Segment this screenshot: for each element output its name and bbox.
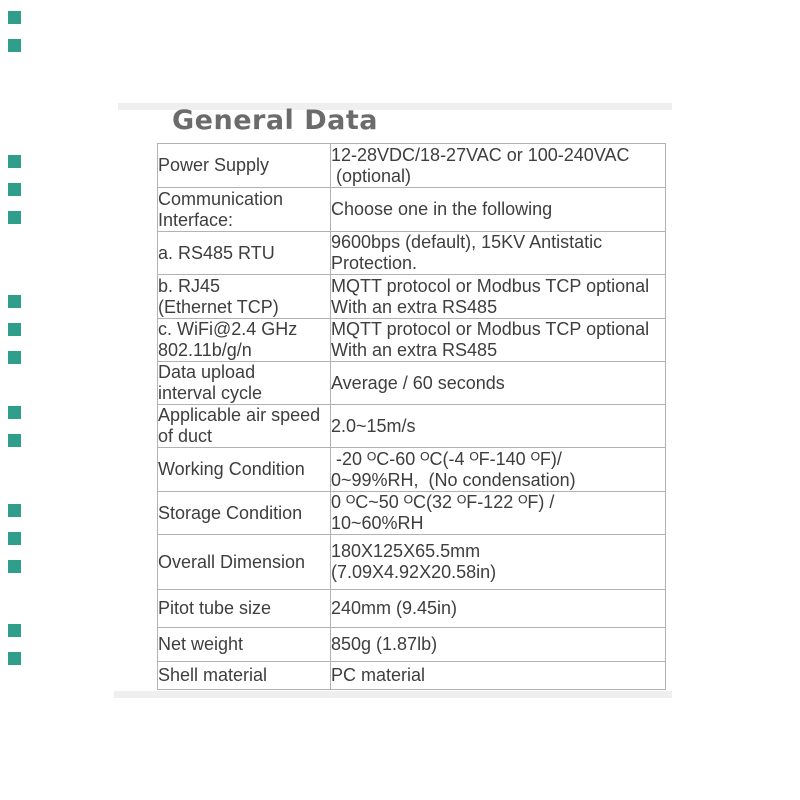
- section-title: General Data: [172, 105, 378, 136]
- spec-value-cell: [331, 405, 666, 448]
- spec-row: [158, 232, 666, 275]
- spec-label-line: Working Condition: [158, 459, 305, 479]
- spec-label-line: Data upload: [158, 362, 256, 382]
- spec-value-line: Choose one in the following: [331, 199, 553, 219]
- spec-label-line: Interface:: [158, 209, 234, 230]
- spec-label-line: Power Supply: [158, 155, 270, 175]
- teal-marker-square: [8, 504, 21, 517]
- spec-value-cell: [331, 628, 666, 662]
- page-edge-strip-bottom: [114, 691, 672, 698]
- spec-row: [158, 405, 666, 448]
- spec-value-cell: [331, 492, 666, 535]
- teal-marker-square: [8, 211, 21, 224]
- spec-label-cell: [158, 448, 331, 492]
- spec-label-cell: [158, 662, 331, 690]
- spec-value-line: 12-28VDC/18-27VAC or 100-240VAC: [331, 144, 630, 165]
- spec-label-line: Pitot tube size: [158, 598, 272, 618]
- spec-label-line: Overall Dimension: [158, 551, 306, 572]
- teal-marker-square: [8, 434, 21, 447]
- spec-label-line: Communication: [158, 188, 284, 209]
- spec-row: [158, 275, 666, 319]
- spec-value-cell: [331, 232, 666, 275]
- spec-value-line: 850g (1.87lb): [331, 634, 438, 654]
- spec-value-cell: [331, 535, 666, 590]
- spec-value-line: (7.09X4.92X20.58in): [331, 562, 497, 582]
- spec-label-line: 802.11b/g/n: [158, 340, 252, 360]
- spec-value-line: 0~99%RH, (No condensation): [331, 469, 576, 490]
- spec-label-cell: [158, 144, 331, 188]
- teal-marker-square: [8, 652, 21, 665]
- spec-label-cell: [158, 590, 331, 628]
- spec-row: [158, 188, 666, 232]
- spec-label-line: c. WiFi@2.4 GHz: [158, 319, 298, 339]
- teal-marker-square: [8, 351, 21, 364]
- spec-value-line: With an extra RS485: [331, 340, 498, 360]
- spec-label-line: interval cycle: [158, 383, 263, 403]
- spec-value-line: MQTT protocol or Modbus TCP optional: [331, 319, 650, 339]
- spec-row: [158, 628, 666, 662]
- spec-label-line: Net weight: [158, 634, 244, 654]
- spec-value-cell: [331, 362, 666, 405]
- spec-value-cell: [331, 144, 666, 188]
- spec-value-line: Average / 60 seconds: [331, 372, 505, 393]
- spec-value-line: With an extra RS485: [331, 296, 498, 317]
- teal-marker-square: [8, 323, 21, 336]
- spec-value-line: PC material: [331, 665, 426, 685]
- spec-value-cell: [331, 319, 666, 362]
- teal-marker-square: [8, 532, 21, 545]
- teal-marker-square: [8, 11, 21, 24]
- teal-marker-square: [8, 39, 21, 52]
- spec-value-cell: [331, 188, 666, 232]
- spec-value-cell: [331, 662, 666, 690]
- spec-row: [158, 448, 666, 492]
- teal-marker-square: [8, 183, 21, 196]
- spec-value-cell: [331, 448, 666, 492]
- spec-row: [158, 662, 666, 690]
- spec-label-cell: [158, 362, 331, 405]
- spec-label-cell: [158, 188, 331, 232]
- spec-label-line: (Ethernet TCP): [158, 296, 279, 317]
- spec-row: [158, 319, 666, 362]
- spec-row: [158, 362, 666, 405]
- spec-value-line: 180X125X65.5mm: [331, 541, 481, 561]
- teal-marker-square: [8, 155, 21, 168]
- general-data-table: [157, 143, 666, 690]
- spec-label-cell: [158, 319, 331, 362]
- spec-value-line: 0 ᴼC~50 ᴼC(32 ᴼF-122 ᴼF) /: [331, 492, 555, 512]
- spec-value-line: -20 ᴼC-60 ᴼC(-4 ᴼF-140 ᴼF)/: [331, 448, 562, 469]
- teal-marker-square: [8, 624, 21, 637]
- spec-label-cell: [158, 535, 331, 590]
- spec-label-cell: [158, 628, 331, 662]
- spec-label-line: Storage Condition: [158, 502, 303, 523]
- spec-label-line: Applicable air speed: [158, 405, 321, 425]
- teal-marker-square: [8, 295, 21, 308]
- teal-marker-square: [8, 406, 21, 419]
- spec-label-line: of duct: [158, 426, 213, 446]
- spec-row: [158, 492, 666, 535]
- spec-value-line: 2.0~15m/s: [331, 415, 416, 436]
- spec-value-line: (optional): [331, 165, 412, 186]
- spec-row: [158, 144, 666, 188]
- spec-label-cell: [158, 405, 331, 448]
- spec-label-line: b. RJ45: [158, 275, 221, 296]
- spec-value-cell: [331, 275, 666, 319]
- spec-label-cell: [158, 275, 331, 319]
- spec-label-line: Shell material: [158, 665, 268, 685]
- teal-marker-square: [8, 560, 21, 573]
- spec-label-line: a. RS485 RTU: [158, 242, 275, 263]
- spec-value-line: Protection.: [331, 253, 418, 273]
- spec-label-cell: [158, 232, 331, 275]
- spec-value-cell: [331, 590, 666, 628]
- spec-value-line: 10~60%RH: [331, 513, 424, 533]
- spec-value-line: MQTT protocol or Modbus TCP optional: [331, 275, 650, 296]
- spec-row: [158, 535, 666, 590]
- spec-value-line: 9600bps (default), 15KV Antistatic: [331, 232, 603, 252]
- spec-value-line: 240mm (9.45in): [331, 598, 458, 618]
- spec-label-cell: [158, 492, 331, 535]
- spec-row: [158, 590, 666, 628]
